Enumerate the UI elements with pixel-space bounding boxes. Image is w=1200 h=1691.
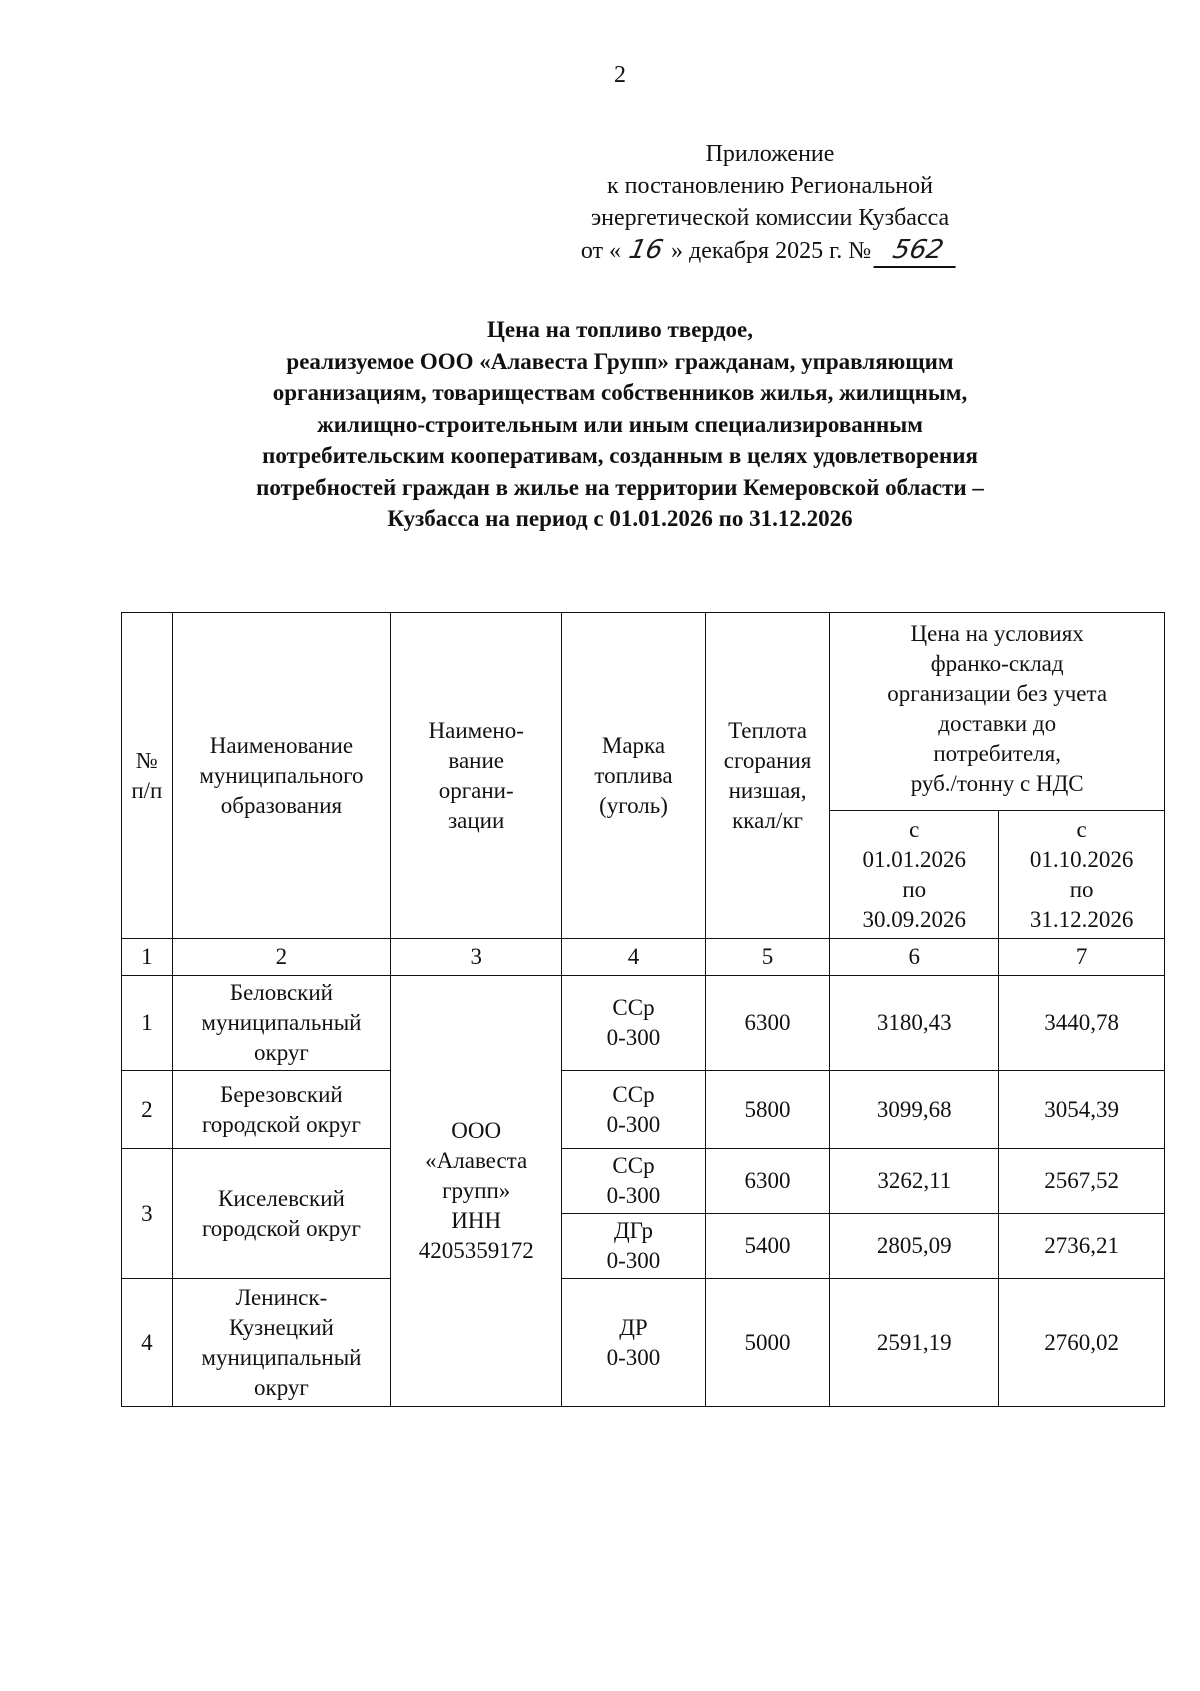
municipality-cell: Ленинск- Кузнецкий муниципальный округ [172,1279,391,1407]
column-number: 4 [562,939,706,976]
row-num: 2 [122,1071,173,1149]
date-prefix: от « [580,238,622,264]
title-line: организациям, товариществам собственников жилья, жилищным, [272,380,968,405]
column-number: 1 [122,939,173,976]
column-number: 2 [172,939,391,976]
header-heat: Теплота сгорания низшая, ккал/кг [705,613,830,939]
heat-cell: 6300 [705,1149,830,1214]
table-row [122,1071,1165,1149]
appendix-line-2: к постановлению Региональной [607,173,933,199]
header-municipality: Наименование муниципального образования [172,613,391,939]
appendix-date-line [540,234,1000,268]
header-organization: Наимено- вание органи- зации [391,613,562,939]
fuel-cell: ССр 0-300 [562,976,706,1071]
price-period-1-cell: 3262,11 [830,1149,999,1214]
municipality-cell: Беловский муниципальный округ [172,976,391,1071]
heat-cell: 5000 [705,1279,830,1407]
title-line: реализуемое ООО «Алавеста Групп» гражданам, управляющим [286,348,954,374]
column-number: 6 [830,939,999,976]
header-fuel: Марка топлива (уголь) [562,613,706,939]
price-period-2-cell: 2736,21 [999,1214,1165,1279]
title-line: жилищно-строительным или иным специализированным [317,411,923,437]
price-period-2-cell: 3054,39 [999,1071,1165,1149]
appendix-line-3: энергетической комиссии Кузбасса [590,205,950,231]
appendix-line-1: Приложение [705,141,835,167]
price-period-2-cell: 2567,52 [999,1149,1165,1214]
table-row [122,976,1165,1071]
heat-cell: 5800 [705,1071,830,1149]
fuel-cell: ДГр 0-300 [562,1214,706,1279]
document-title [160,314,1080,535]
page-number: 2 [614,62,626,88]
title-line: потребностей граждан в жилье на территории Кемеровской области – [256,474,984,500]
title-line: потребительским кооперативам, созданным в целях удовлетворения [262,443,978,468]
header-period-2: с 01.10.2026 по 31.12.2026 [999,811,1165,939]
price-period-1-cell: 2591,19 [830,1279,999,1407]
header-num: № п/п [122,613,173,939]
column-number-row [122,939,1165,976]
heat-cell: 5400 [705,1214,830,1279]
price-period-2-cell: 2760,02 [999,1279,1165,1407]
title-line: Кузбасса на период с 01.01.2026 по 31.12.2026 [387,506,853,531]
price-period-2-cell: 3440,78 [999,976,1165,1071]
handwritten-day: 16 [626,235,666,265]
fuel-cell: ССр 0-300 [562,1149,706,1214]
organization-cell: ООО «Алавеста групп» ИНН 4205359172 [391,976,562,1407]
fuel-cell: ССр 0-300 [562,1071,706,1149]
handwritten-doc-number: 562 [874,234,963,268]
municipality-cell: Березовский городской округ [172,1071,391,1149]
header-price-group: Цена на условиях франко-склад организации без учета доставки до потребителя, руб./тонну с НДС [830,613,1165,811]
row-num: 4 [122,1279,173,1407]
table-row [122,1149,1165,1214]
row-num: 1 [122,976,173,1071]
heat-cell: 6300 [705,976,830,1071]
price-period-1-cell: 3180,43 [830,976,999,1071]
price-period-1-cell: 3099,68 [830,1071,999,1149]
column-number: 7 [999,939,1165,976]
fuel-cell: ДР 0-300 [562,1279,706,1407]
price-table [121,612,1165,1407]
title-line: Цена на топливо твердое, [486,317,754,342]
municipality-cell: Киселевский городской округ [172,1149,391,1279]
price-period-1-cell: 2805,09 [830,1214,999,1279]
header-period-1: с 01.01.2026 по 30.09.2026 [830,811,999,939]
row-num: 3 [122,1149,173,1279]
column-number: 3 [391,939,562,976]
date-suffix: » декабря 2025 г. № [671,238,872,264]
column-number: 5 [705,939,830,976]
appendix-block [540,138,1000,268]
table-row [122,1279,1165,1407]
